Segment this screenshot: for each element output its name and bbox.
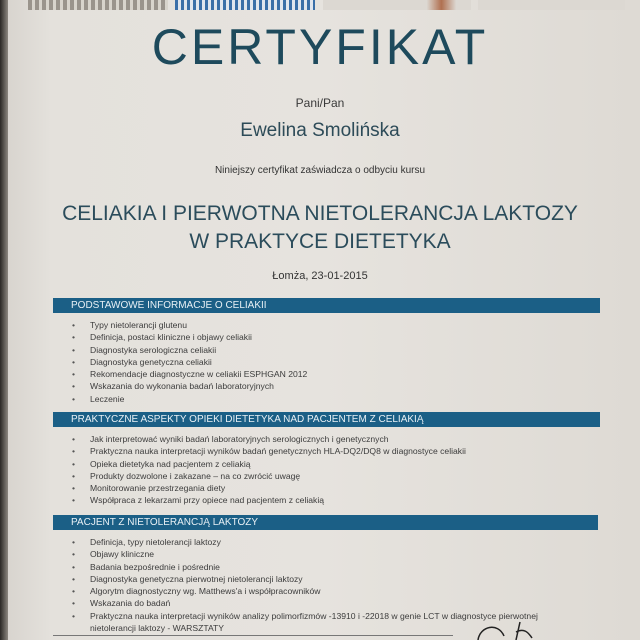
- certificate-title: CERTYFIKAT: [151, 19, 489, 75]
- salutation: Pani/Pan: [295, 96, 345, 110]
- list-item: • Produkty dozwolone i zakazane – na co zwrócić uwagę: [72, 470, 466, 482]
- list-item: • Współpraca z lekarzami przy opiece nad pacjentem z celiakią: [72, 494, 466, 506]
- section-list: [72, 319, 307, 405]
- section-heading: PRAKTYCZNE ASPEKTY OPIEKI DIETETYKA NAD PACJENTEM Z CELIAKIĄ: [53, 412, 600, 427]
- list-item: • Diagnostyka genetyczna celiakii: [72, 356, 307, 368]
- list-item: • Jak interpretować wyniki badań laboratoryjnych serologicznych i genetycznych: [72, 433, 466, 445]
- course-title-line: CELIAKIA I PIERWOTNA NIETOLERANCJA LAKTOZY: [62, 202, 578, 225]
- course-title-line: W PRAKTYCE DIETETYKA: [189, 230, 451, 253]
- list-item: • Typy nietolerancji glutenu: [72, 319, 307, 331]
- signature: [470, 618, 540, 640]
- list-item: • Rekomendacje diagnostyczne w celiakii ESPHGAN 2012: [72, 368, 307, 380]
- section-list: [72, 433, 466, 507]
- list-item: • Leczenie: [72, 393, 307, 405]
- list-item: • Praktyczna nauka interpretacji wyników analizy polimorfizmów -13910 i -22018 w genie LCT w diagnostyce pierwotnej nietolerancji laktozy - WARSZTATY: [72, 610, 542, 635]
- list-item: • Wskazania do badań: [72, 597, 542, 609]
- list-item: • Diagnostyka genetyczna pierwotnej nietolerancji laktozy: [72, 573, 542, 585]
- list-item: • Definicja, typy nietolerancji laktozy: [72, 536, 542, 548]
- header-photo-strip: [478, 0, 625, 10]
- list-item: • Definicja, postaci kliniczne i objawy celiakii: [72, 331, 307, 343]
- list-item: • Diagnostyka serologiczna celiakii: [72, 344, 307, 356]
- section-heading: PODSTAWOWE INFORMACJE O CELIAKII: [53, 298, 600, 313]
- list-item: • Monitorowanie przestrzegania diety: [72, 482, 466, 494]
- divider: [53, 635, 453, 636]
- place-date: Łomża, 23-01-2015: [272, 270, 368, 282]
- header-photo-strip: [175, 0, 315, 10]
- intro-text: Niniejszy certyfikat zaświadcza o odbyciu kursu: [214, 165, 426, 176]
- recipient-name: Ewelina Smolińska: [240, 120, 400, 141]
- list-item: • Wskazania do wykonania badań laboratoryjnych: [72, 380, 307, 392]
- header-photo-strip: [323, 0, 471, 10]
- list-item: • Algorytm diagnostyczny wg. Matthews'a i współpracowników: [72, 585, 542, 597]
- list-item: • Praktyczna nauka interpretacji wyników badań genetycznych HLA-DQ2/DQ8 w diagnostyce celiakii: [72, 445, 466, 457]
- list-item: • Opieka dietetyka nad pacjentem z celiakią: [72, 458, 466, 470]
- header-photo-strip: [28, 0, 168, 10]
- list-item: • Badania bezpośrednie i pośrednie: [72, 561, 542, 573]
- list-item: • Objawy kliniczne: [72, 548, 542, 560]
- section-heading: PACJENT Z NIETOLERANCJĄ LAKTOZY: [53, 515, 598, 530]
- course-title: [0, 200, 640, 256]
